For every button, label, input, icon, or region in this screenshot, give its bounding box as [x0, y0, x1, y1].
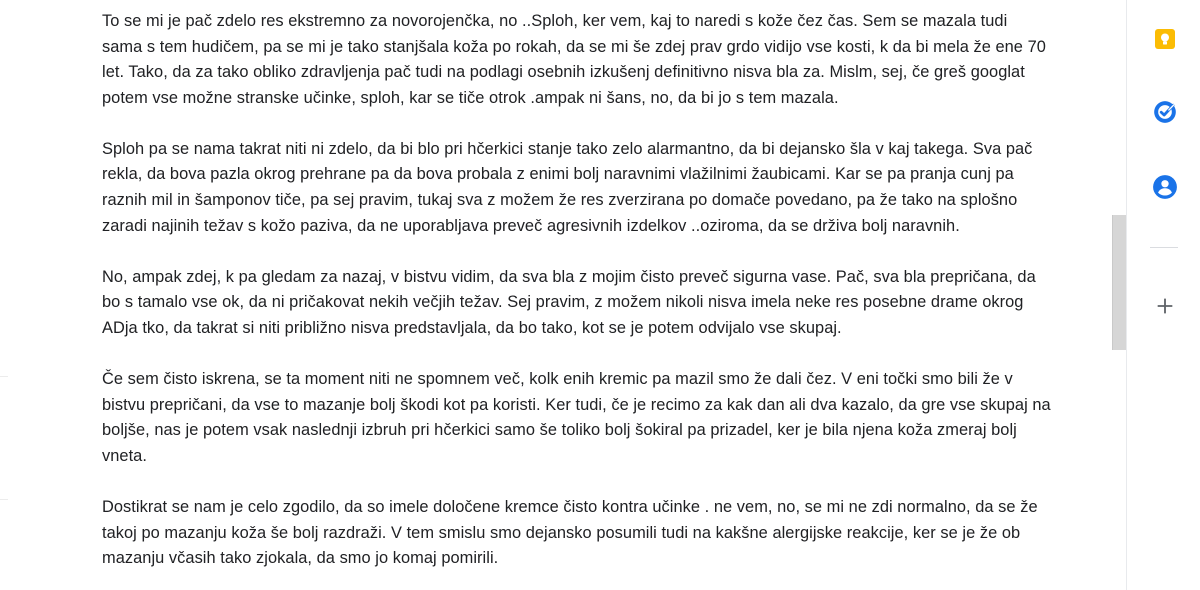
paragraph-line: vneta. [102, 446, 147, 465]
paragraph-line: zaradi najinih težav s kožo paziva, da ne uporabljava preveč agresivnih izdelkov ..oziroma, da se drživa bolj naravnih. [102, 216, 960, 235]
paragraph-line: rekla, da bova pazla okrog prehrane pa da bova probala z enimi bolj naravnimi vlažilnimi žaubicami. Kar se pa pranja cunj pa [102, 165, 1014, 184]
paragraph-line: To se mi je pač zdelo res ekstremno za novorojenčka, no ..Sploh, ker vem, kaj to naredi s kože čez čas. Sem se mazala tudi [102, 12, 1008, 30]
paragraph[interactable] [102, 367, 1092, 469]
paragraph[interactable] [102, 265, 1092, 342]
get-addons-button[interactable] [1151, 292, 1179, 320]
margin-marker [0, 499, 8, 500]
paragraph-line: takoj po mazanju koža še bolj razdraži. V tem smislu smo dejansko posumili tudi na kakšne alergijske reakcije, ker se je že ob [102, 523, 1021, 542]
paragraph-line: raznih mil in šamponov tiče, pa sej pravim, tukaj sva z možem že res zverzirana po domače povedano, pa že tako na splošno [102, 191, 1018, 210]
contacts-button[interactable] [1151, 173, 1179, 201]
side-panel [1126, 0, 1200, 590]
paragraph[interactable] [102, 9, 1092, 111]
contacts-icon [1152, 174, 1178, 200]
paragraph-line: ADja tko, da takrat si niti približno nisva predstavljala, da bo tako, kot se je potem odvijalo vse skupaj. [102, 318, 842, 337]
paragraph[interactable] [102, 137, 1092, 239]
paragraph-line: Če sem čisto iskrena, se ta moment niti ne spomnem več, kolk enih kremic pa mazil smo že dali čez. V eni točki smo bili že v [102, 370, 1013, 389]
paragraph-line: sama s tem hudičem, pa se mi je tako stanjšala koža po rokah, da se mi še zdej prav grdo vidijo vse kosti, k da bi mela že ene 70 [102, 37, 1046, 56]
add-icon [1154, 295, 1176, 317]
paragraph-line: boljše, nas je potem vsak naslednji izbruh pri hčerkici samo še toliko bolj šokiral pa prizadel, ker je bila njena koža zmeraj bolj [102, 421, 1017, 440]
paragraph-line: Dostikrat se nam je celo zgodilo, da so imele določene kremce čisto kontra učinke . ne vem, no, se mi ne zdi normalno, da se že [102, 497, 1038, 516]
tasks-button[interactable] [1151, 98, 1179, 126]
paragraph-line: Sploh pa se nama takrat niti ni zdelo, da bi blo pri hčerkici stanje tako zelo alarmantno, da bi dejansko šla v kaj takega. Sva pač [102, 139, 1033, 158]
paragraph[interactable] [102, 495, 1092, 572]
scrollbar-thumb[interactable] [1112, 215, 1126, 350]
margin-marker [0, 376, 8, 377]
paragraph-line: mazanju včasih tako zjokala, da smo jo komaj pomirili. [102, 549, 499, 568]
keep-icon [1153, 27, 1177, 51]
tasks-icon [1152, 99, 1178, 125]
paragraph-line: No, ampak zdej, k pa gledam za nazaj, v bistvu vidim, da sva bla z mojim čisto preveč sigurna vase. Pač, sva bla prepričana, da [102, 267, 1036, 286]
paragraph-line: bistvu prepričani, da vse to mazanje bolj škodi kot pa koristi. Ker tudi, če je recimo za kak dan ali dva kazalo, da gre vse skupaj na [102, 395, 1051, 414]
paragraph-line: bo s tamalo vse ok, da ni pričakovat nekih večjih težav. Sej pravim, z možem nikoli nisva imela neke res posebne drame okrog [102, 293, 1024, 312]
document-body[interactable] [102, 9, 1092, 590]
side-panel-divider [1150, 247, 1178, 248]
paragraph-line: potem vse možne stranske učinke, sploh, kar se tiče otrok .ampak ni šans, no, da bi jo s tem mazala. [102, 88, 839, 107]
keep-button[interactable] [1151, 25, 1179, 53]
paragraph-line: let. Tako, da za tako obliko zdravljenja pač tudi na podlagi osebnih izkušenj definitivno nisva bla za. Mislm, sej, če greš googlat [102, 63, 1025, 82]
